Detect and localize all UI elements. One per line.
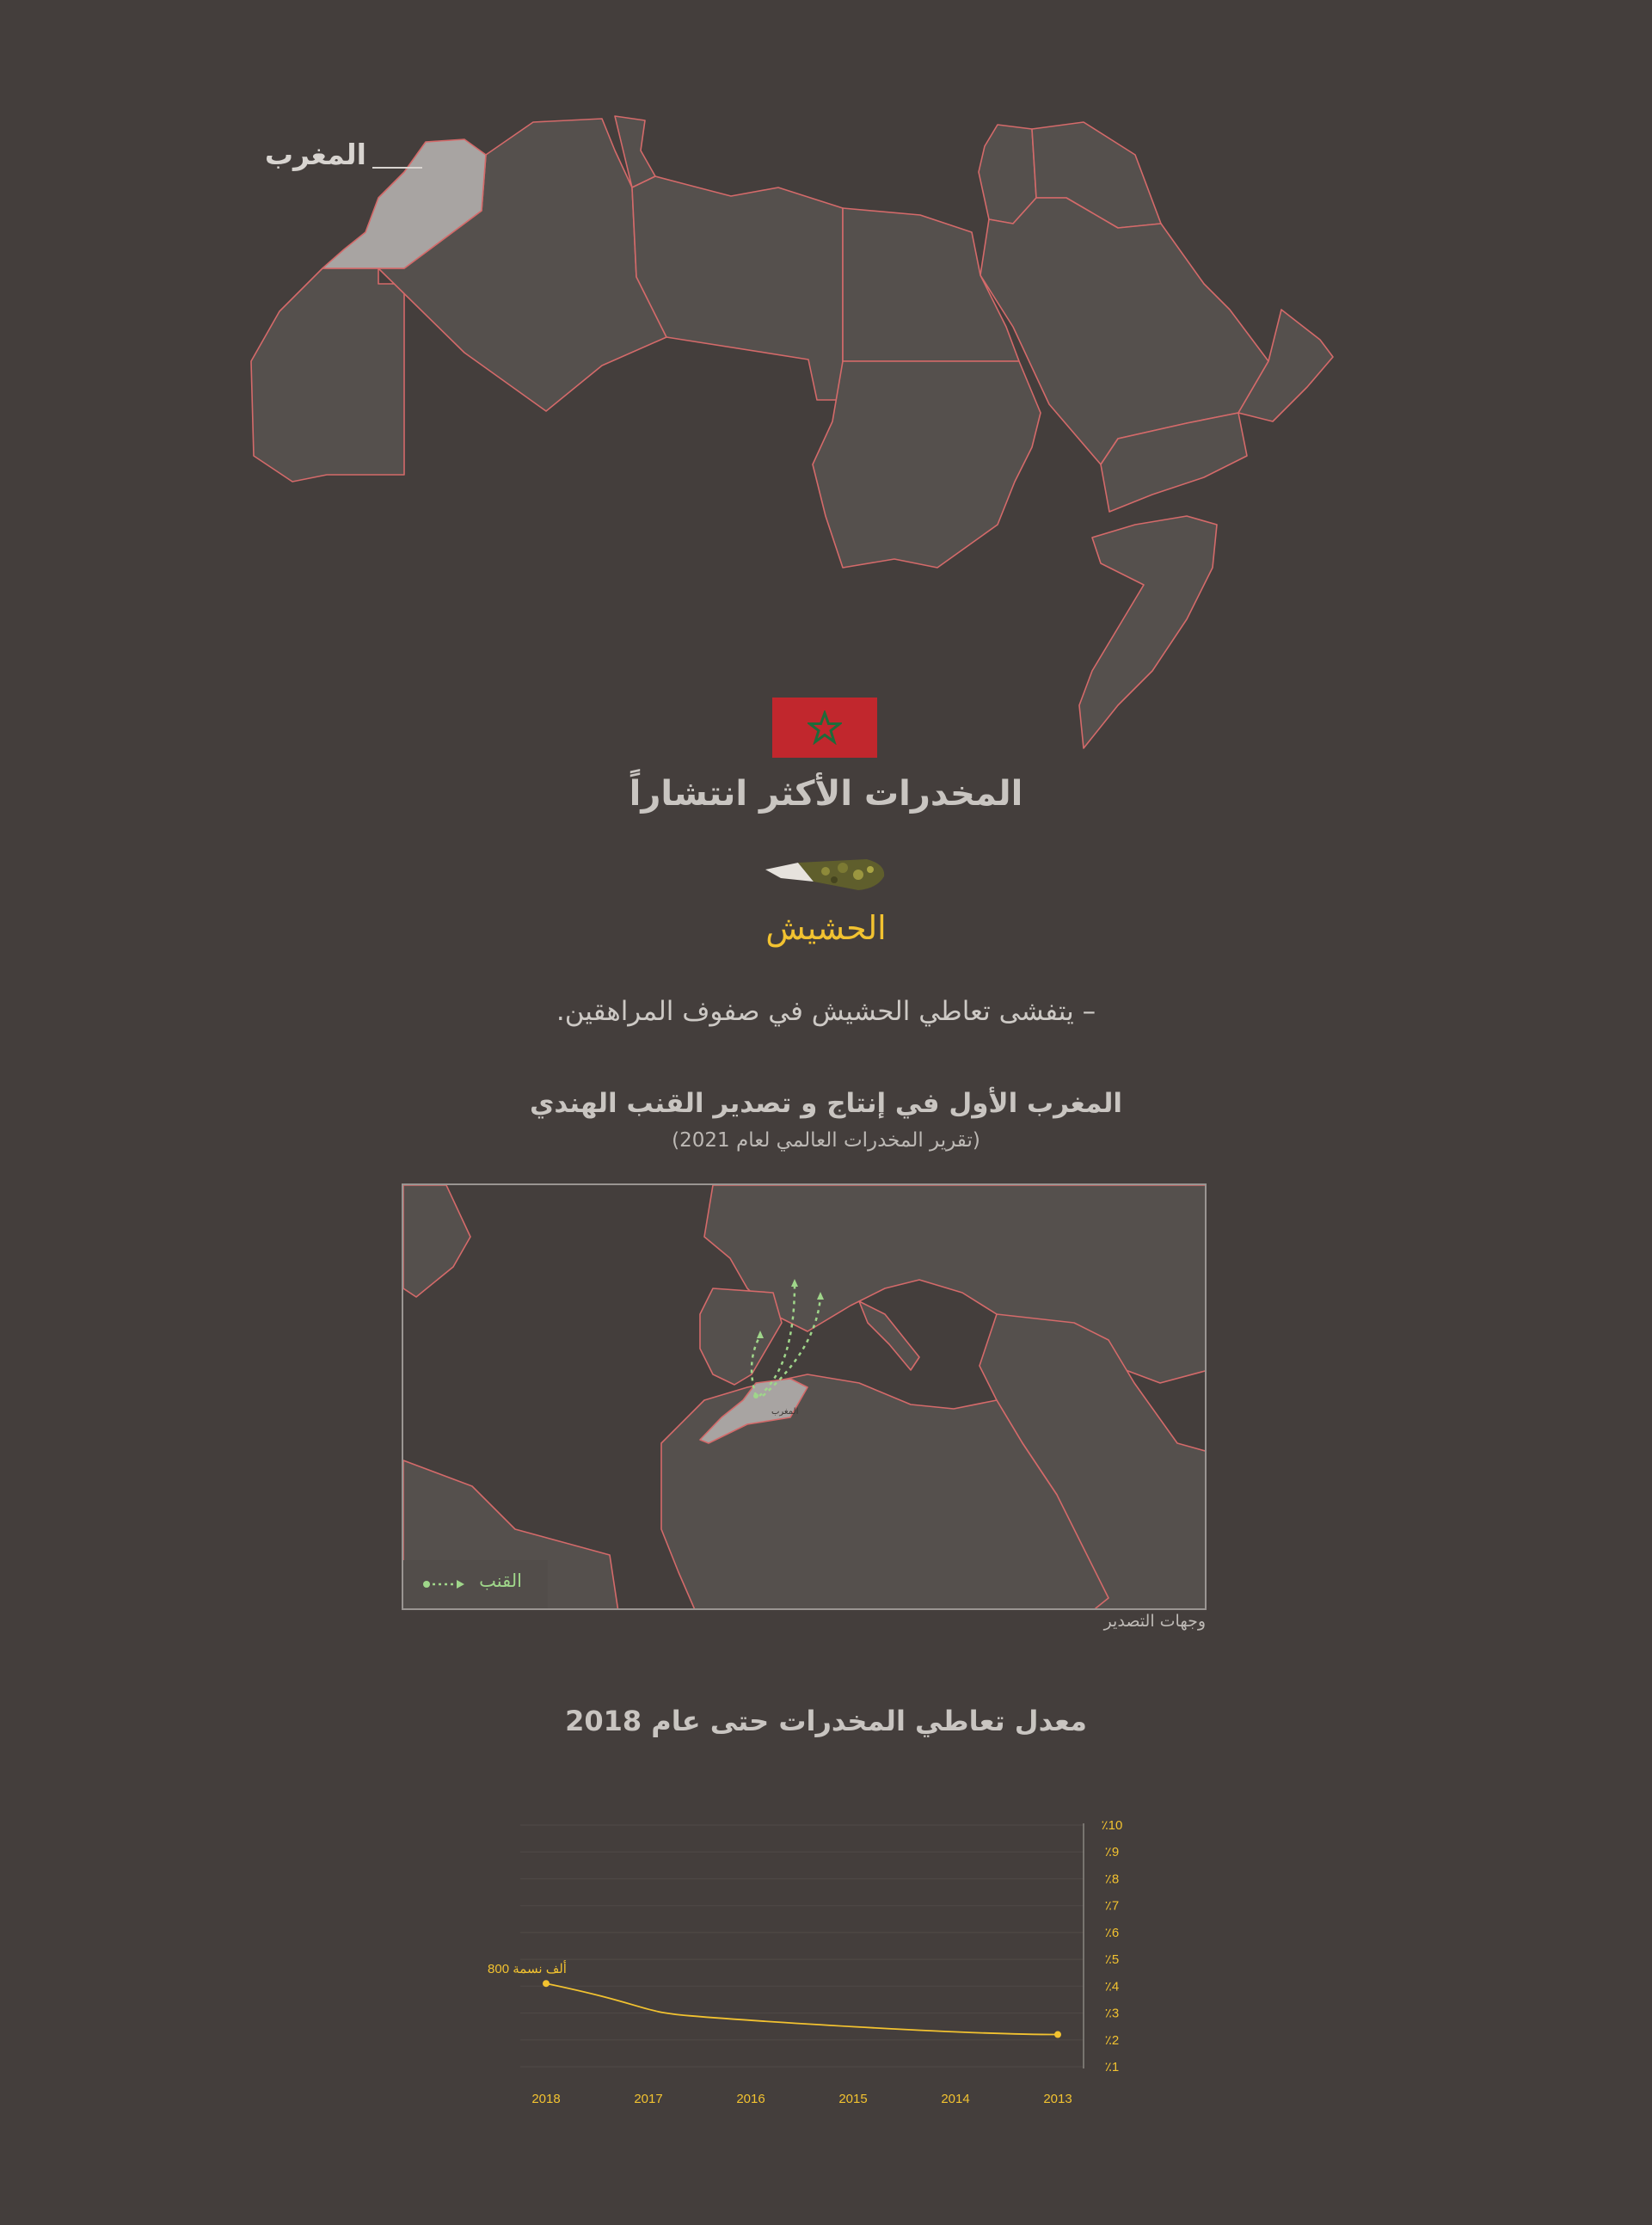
country-north-america [403,1185,470,1297]
drug-use-rate-chart [464,1806,1152,2124]
country-sudan [813,361,1041,568]
data-point [1054,2031,1061,2038]
morocco-map-label: المغرب [264,138,366,171]
morocco-flag-icon [772,698,877,758]
country-iberia [700,1288,782,1385]
morocco-small-label: المغرب [771,1407,799,1417]
bullet-point-text: – يتفشى تعاطي الحشيش في صفوف المراهقين. [556,996,1096,1027]
legend-label: القنب [479,1570,522,1591]
rate-chart-title: معدل تعاطي المخدرات حتى عام 2018 [565,1705,1087,1737]
hashish-joint-icon [764,856,888,897]
country-italy [859,1301,919,1370]
y-tick-label: ٪1 [1104,2060,1120,2074]
star-icon [808,710,842,745]
x-tick-label: 2015 [838,2092,868,2106]
country-libya [632,176,843,400]
series-points [543,1980,1061,2038]
country-shapes [251,116,1333,748]
y-tick-label: ٪8 [1104,1872,1120,1887]
most-common-title: المخدرات الأكثر انتشاراً [629,774,1023,814]
y-axis-ticks [1102,1818,1123,2074]
country-europe [704,1185,1207,1383]
map-legend [403,1560,548,1608]
y-tick-label: ٪9 [1104,1845,1120,1860]
region-map [403,1185,1207,1610]
export-section-title: المغرب الأول في إنتاج و تصدير القنب الهندي [529,1088,1122,1119]
y-tick-label: ٪3 [1104,2006,1120,2021]
export-routes-map [402,1183,1207,1610]
y-tick-label: ٪7 [1104,1898,1120,1914]
country-somalia [1079,516,1217,748]
drug-name: الحشيش [765,909,887,947]
x-tick-label: 2013 [1043,2092,1072,2106]
arab-world-map [241,112,1342,757]
x-axis-ticks [531,2092,1072,2106]
data-annotation: 800 ألف نسمة [488,1962,567,1977]
data-point [543,1980,550,1987]
series-line [546,1983,1058,2034]
dotted-arrow-icon [422,1577,467,1591]
y-tick-label: ٪5 [1104,1952,1120,1968]
x-tick-label: 2017 [634,2092,663,2106]
export-section-subtitle: (تقرير المخدرات العالمي لعام 2021) [672,1129,980,1152]
x-tick-label: 2018 [531,2092,561,2106]
x-tick-label: 2016 [736,2092,765,2106]
y-tick-label: ٪2 [1104,2032,1120,2048]
y-tick-label: ٪4 [1104,1979,1120,1995]
x-tick-label: 2014 [941,2092,970,2106]
map-caption: وجهات التصدير [1103,1612,1206,1631]
country-mauritania [251,268,404,482]
label-leader-line [372,167,422,169]
y-tick-label: ٪10 [1101,1818,1123,1833]
chart-grid [520,1825,1084,2067]
y-tick-label: ٪6 [1104,1925,1120,1940]
